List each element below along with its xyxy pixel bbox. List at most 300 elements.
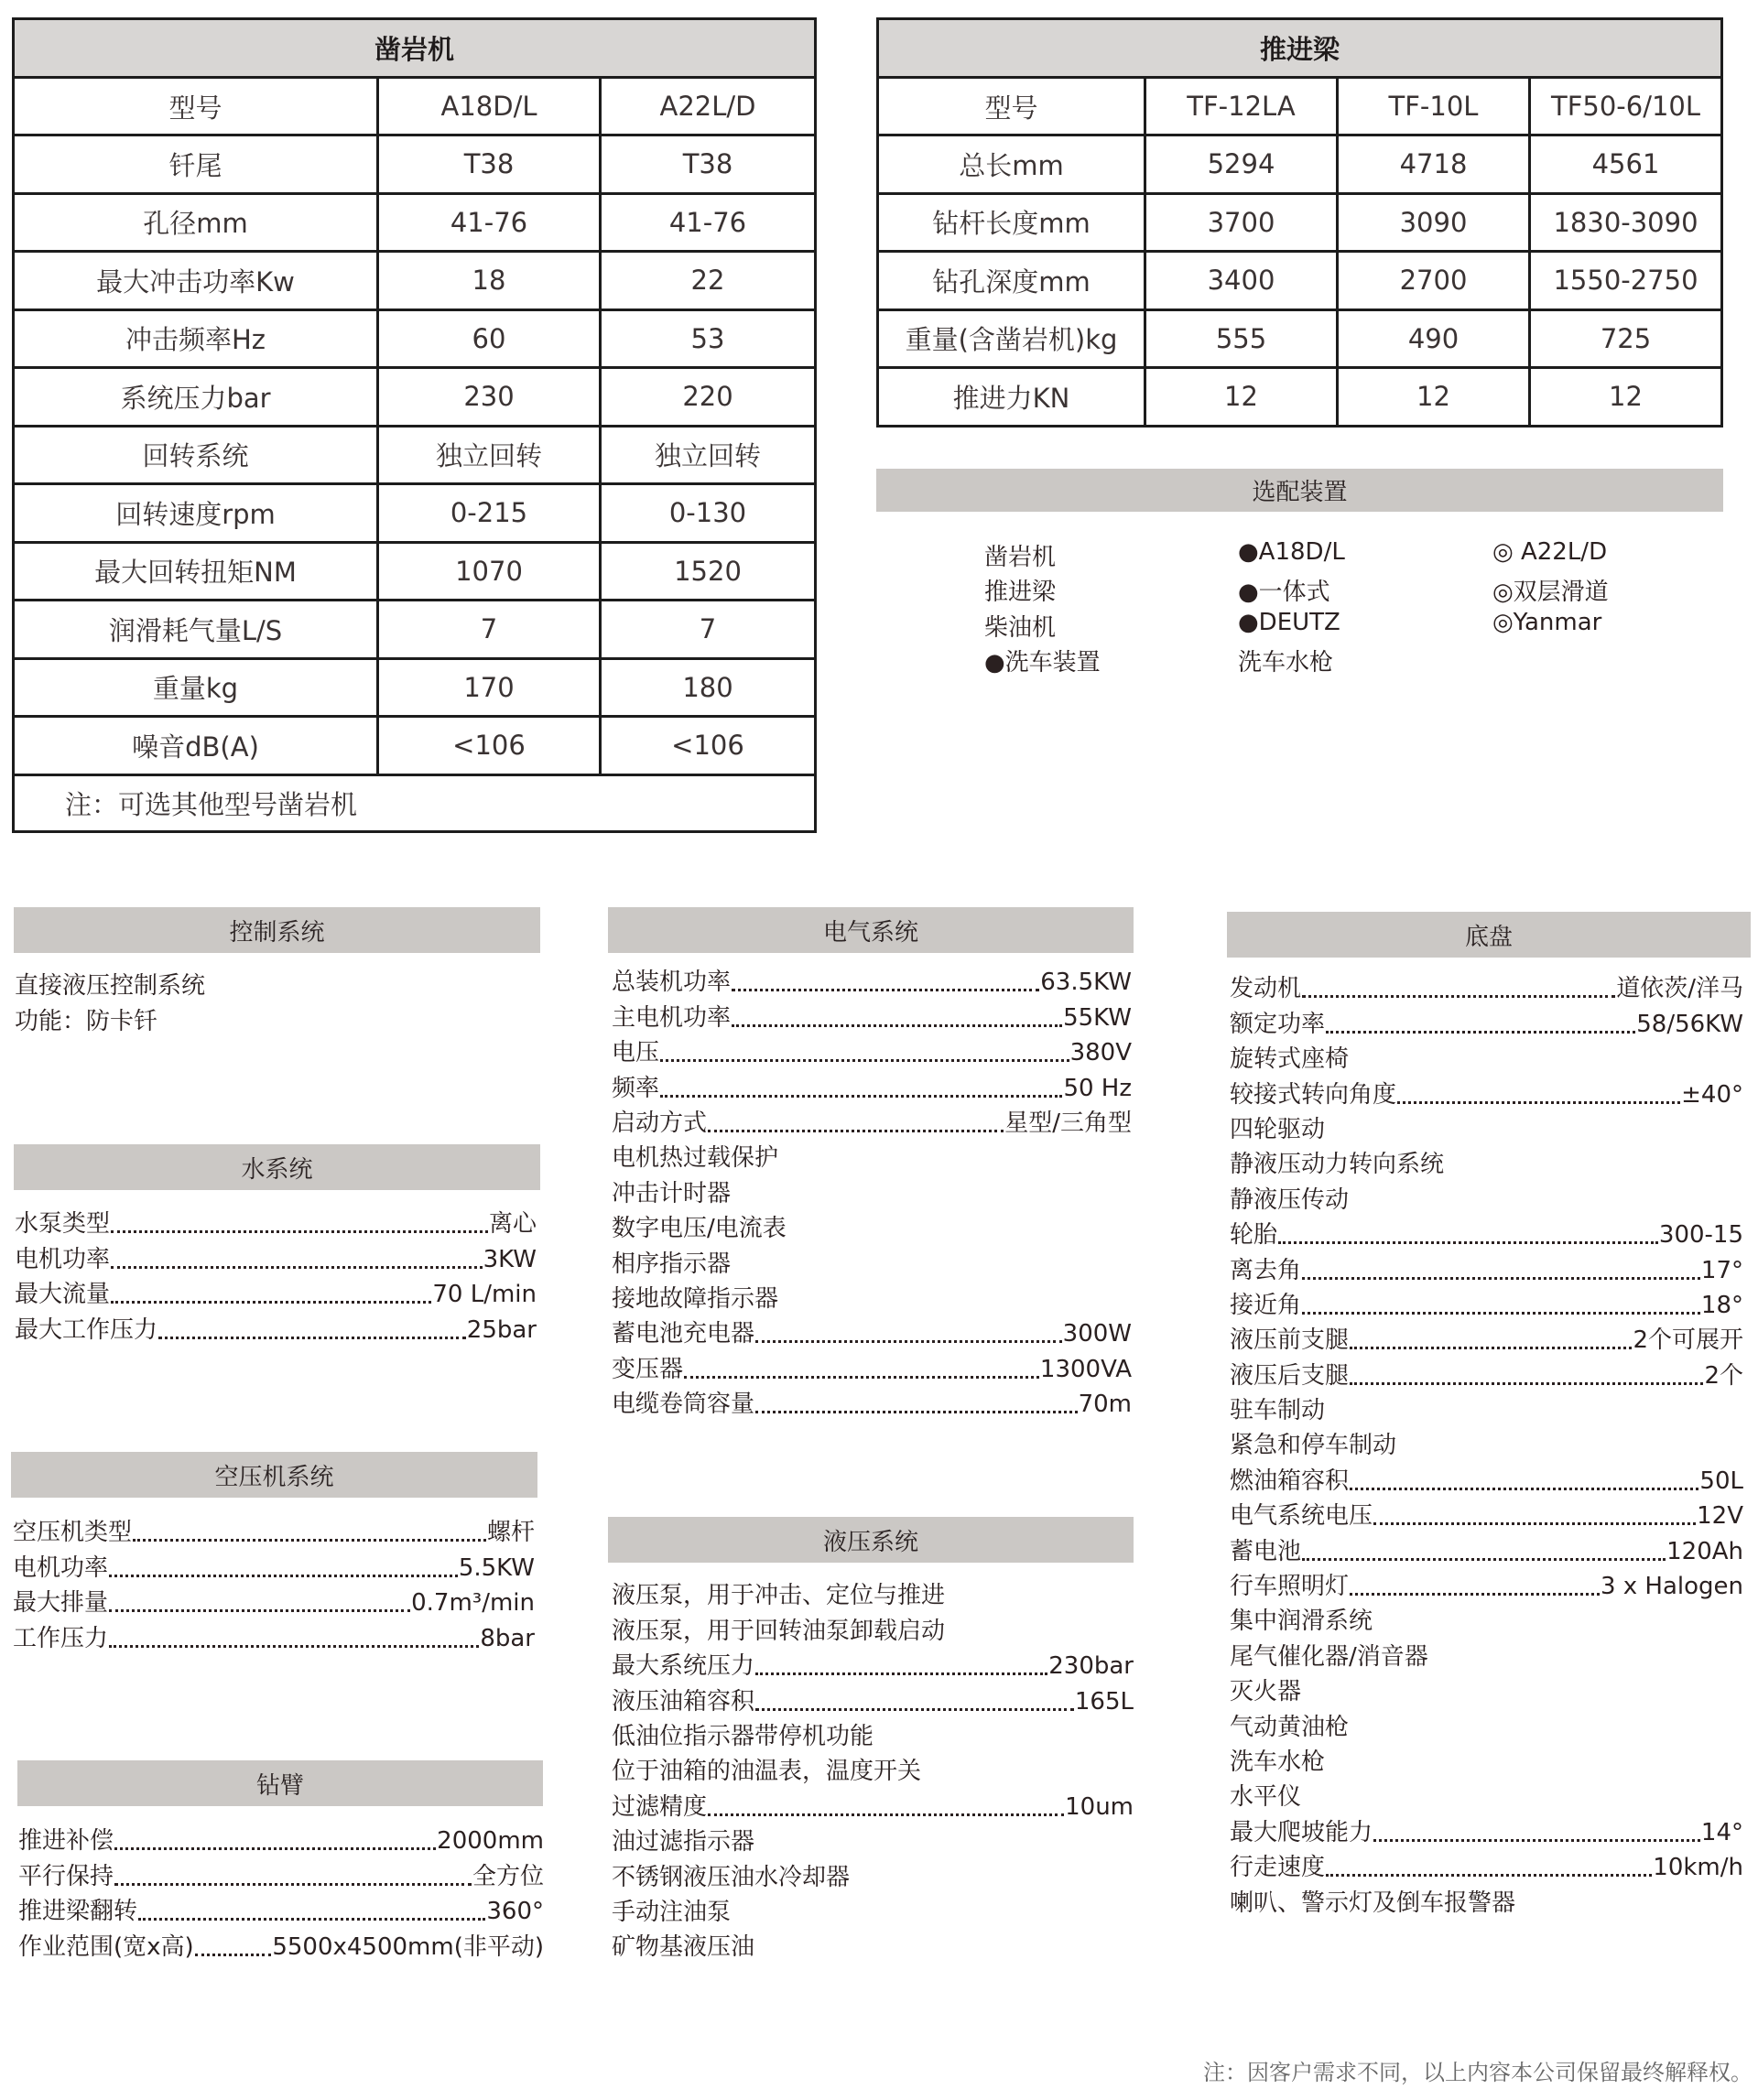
- control-title: 控制系统: [229, 918, 325, 947]
- cell-value: <106: [601, 717, 816, 775]
- spec-row: [612, 1280, 1132, 1315]
- cell-value: 3400: [1145, 252, 1338, 310]
- spec-label: 行车照明灯: [1230, 1573, 1350, 1601]
- spec-row: [612, 1717, 1134, 1752]
- dot-leader: [111, 1301, 431, 1304]
- spec-row: [612, 1349, 1132, 1384]
- dot-leader: [133, 1539, 486, 1542]
- rock-drill-table: [12, 17, 817, 833]
- spec-value: 0.7m³/min: [411, 1589, 535, 1618]
- spec-row: [612, 1893, 1134, 1928]
- spec-label: 变压器: [612, 1355, 684, 1383]
- spec-row: [1230, 1180, 1743, 1215]
- electrical-list: [612, 963, 1132, 1420]
- spec-row: [13, 1584, 535, 1618]
- spec-row: [1230, 1391, 1743, 1426]
- spec-row: [612, 1174, 1132, 1208]
- spec-row: [612, 1857, 1134, 1892]
- table-row: [878, 135, 1722, 194]
- spec-row: [15, 1001, 537, 1036]
- cell-value: 41-76: [601, 193, 816, 252]
- cell-value: 12: [1530, 368, 1722, 427]
- row-label: 最大回转扭矩NM: [14, 542, 378, 601]
- spec-row: [612, 1209, 1132, 1244]
- spec-label: 液压前支腿: [1230, 1326, 1350, 1355]
- spec-row: [612, 1034, 1132, 1068]
- cell-value: 12: [1338, 368, 1530, 427]
- boom-list: [18, 1822, 544, 1963]
- spec-value: 50 Hz: [1063, 1074, 1132, 1102]
- spec-value: 全方位: [472, 1862, 544, 1890]
- spec-label: 低油位指示器带停机功能: [612, 1722, 874, 1750]
- spec-row: [1230, 1813, 1743, 1847]
- dot-leader: [109, 1575, 458, 1577]
- table-row: [14, 193, 816, 252]
- hydraulic-title: 液压系统: [822, 1528, 918, 1556]
- row-label: 钻孔深度mm: [878, 252, 1145, 310]
- spec-row: [612, 1752, 1134, 1787]
- spec-label: 蓄电池充电器: [612, 1320, 755, 1348]
- spec-label: 油过滤指示器: [612, 1828, 755, 1856]
- cell-value: 4561: [1530, 135, 1722, 194]
- spec-row: [612, 1104, 1132, 1139]
- spec-row: [13, 1513, 535, 1548]
- spec-row: [18, 1892, 544, 1927]
- dot-leader: [660, 1059, 1069, 1062]
- spec-value: 5.5KW: [458, 1553, 535, 1582]
- spec-label: 行走速度: [1230, 1854, 1326, 1882]
- spec-row: [612, 1068, 1132, 1103]
- spec-label: 位于油箱的油温表，温度开关: [612, 1758, 922, 1786]
- spec-label: 功能：防卡钎: [15, 1007, 158, 1035]
- spec-row: [1230, 1848, 1743, 1883]
- cell-value: 3700: [1145, 193, 1338, 252]
- cell-value: 18: [378, 252, 601, 310]
- row-label: 润滑耗气量L/S: [14, 601, 378, 659]
- dot-leader: [755, 1340, 1062, 1343]
- spec-row: [1230, 1321, 1743, 1356]
- spec-row: [612, 1647, 1134, 1682]
- spec-row: [1230, 1250, 1743, 1285]
- spec-value: 70 L/min: [432, 1281, 537, 1309]
- row-label: 推进力KN: [878, 368, 1145, 427]
- spec-row: [15, 1205, 537, 1239]
- spec-label: 蓄电池: [1230, 1537, 1302, 1565]
- cell-value: 0-130: [601, 484, 816, 543]
- dot-leader: [1397, 1101, 1680, 1104]
- spec-value: 18°: [1700, 1291, 1743, 1319]
- spec-value: 360°: [486, 1898, 544, 1926]
- cell-value: 7: [601, 601, 816, 659]
- spec-label: 电机功率: [15, 1245, 111, 1273]
- spec-row: [612, 1787, 1134, 1822]
- table-row: [14, 309, 816, 368]
- spec-row: [1230, 1883, 1743, 1918]
- spec-label: 轮胎: [1230, 1221, 1278, 1250]
- spec-label: 启动方式: [612, 1109, 708, 1137]
- cell-value: 1550-2750: [1530, 252, 1722, 310]
- spec-label: 较接式转向角度: [1230, 1080, 1397, 1109]
- spec-value: 10km/h: [1653, 1854, 1743, 1882]
- spec-label: 最大爬坡能力: [1230, 1818, 1373, 1846]
- spec-row: [1230, 1040, 1743, 1075]
- spec-label: 不锈钢液压油水冷却器: [612, 1863, 851, 1891]
- spec-value: 星型/三角型: [1004, 1109, 1132, 1137]
- spec-row: [612, 1611, 1134, 1646]
- rock-drill-title: 凿岩机: [14, 19, 816, 78]
- row-label: 钎尾: [14, 135, 378, 194]
- water-title: 水系统: [241, 1155, 313, 1184]
- spec-label: 洗车水枪: [1230, 1748, 1326, 1776]
- spec-label: 最大排量: [13, 1589, 109, 1618]
- row-label: 系统压力bar: [14, 368, 378, 427]
- options-header: [876, 469, 1723, 512]
- dot-leader: [114, 1847, 436, 1850]
- spec-value: 300-15: [1658, 1221, 1743, 1250]
- spec-label: 工作压力: [13, 1624, 109, 1652]
- spec-label: 过滤精度: [612, 1792, 708, 1821]
- spec-row: [612, 1823, 1134, 1857]
- spec-label: 气动黄油枪: [1230, 1713, 1350, 1741]
- boom-title: 钻臂: [255, 1771, 304, 1800]
- cell-value: 230: [378, 368, 601, 427]
- spec-label: 最大流量: [15, 1281, 111, 1309]
- table-row: [14, 135, 816, 194]
- rock-drill-note: 注：可选其他型号凿岩机: [14, 774, 816, 831]
- spec-value: 5500x4500mm(非平动): [272, 1932, 544, 1961]
- options-title: 选配装置: [1252, 479, 1348, 506]
- cell-value: 2700: [1338, 252, 1530, 310]
- spec-label: 灭火器: [1230, 1678, 1302, 1706]
- cell-value: 180: [601, 658, 816, 717]
- spec-value: 58/56KW: [1636, 1010, 1743, 1038]
- dot-leader: [732, 989, 1039, 991]
- dot-leader: [1278, 1241, 1658, 1244]
- spec-row: [612, 1576, 1134, 1611]
- spec-label: 数字电压/电流表: [612, 1215, 787, 1243]
- option-item: ◎Yanmar: [1492, 608, 1602, 636]
- spec-value: 17°: [1700, 1256, 1743, 1284]
- spec-label: 尾气催化器/消音器: [1230, 1642, 1428, 1671]
- spec-label: 集中润滑系统: [1230, 1607, 1373, 1636]
- cell-value: 独立回转: [378, 426, 601, 484]
- table-row: [878, 368, 1722, 427]
- dot-leader: [755, 1672, 1047, 1675]
- cell-value: 1830-3090: [1530, 193, 1722, 252]
- table-row: [878, 309, 1722, 368]
- air-title: 空压机系统: [214, 1463, 334, 1491]
- spec-value: 8bar: [480, 1624, 535, 1652]
- spec-row: [18, 1822, 544, 1856]
- option-item: 凿岩机: [984, 544, 1057, 571]
- spec-row: [18, 1927, 544, 1962]
- dot-leader: [1350, 1382, 1703, 1385]
- cell-value: 独立回转: [601, 426, 816, 484]
- chassis-header: [1227, 912, 1751, 958]
- spec-label: 主电机功率: [612, 1003, 732, 1032]
- spec-row: [612, 1682, 1134, 1716]
- spec-label: 电机热过载保护: [612, 1144, 779, 1173]
- dot-leader: [1350, 1593, 1600, 1596]
- disclaimer-note: 注：因客户需求不同，以上内容本公司保留最终解释权。: [1203, 2060, 1753, 2085]
- spec-row: [612, 1315, 1132, 1349]
- spec-label: 液压泵，用于回转油泵卸载启动: [612, 1617, 946, 1645]
- spec-row: [612, 1928, 1134, 1963]
- dot-leader: [111, 1230, 488, 1233]
- row-label: 最大冲击功率Kw: [14, 252, 378, 310]
- spec-label: 电缆卷筒容量: [612, 1391, 755, 1419]
- header-cell: A18D/L: [378, 78, 601, 135]
- spec-value: 2个: [1704, 1361, 1743, 1390]
- spec-value: 离心: [488, 1210, 537, 1239]
- cell-value: 41-76: [378, 193, 601, 252]
- spec-value: 道依茨/洋马: [1616, 975, 1743, 1003]
- dot-leader: [1326, 1031, 1635, 1034]
- header-cell: TF-12LA: [1145, 78, 1338, 135]
- spec-row: [1230, 1602, 1743, 1637]
- spec-label: 驻车制动: [1230, 1397, 1326, 1425]
- spec-value: 3 x Halogen: [1600, 1573, 1743, 1601]
- spec-label: 喇叭、警示灯及倒车报警器: [1230, 1889, 1516, 1917]
- option-item: 洗车水枪: [1238, 649, 1334, 677]
- table-header-row: [878, 78, 1722, 135]
- spec-label: 静液压传动: [1230, 1185, 1350, 1214]
- cell-value: 12: [1145, 368, 1338, 427]
- spec-row: [1230, 1778, 1743, 1813]
- spec-label: 水平仪: [1230, 1783, 1302, 1812]
- spec-label: 相序指示器: [612, 1250, 732, 1278]
- spec-row: [612, 963, 1132, 998]
- row-label: 总长mm: [878, 135, 1145, 194]
- spec-row: [1230, 1110, 1743, 1145]
- spec-row: [1230, 1743, 1743, 1778]
- spec-label: 手动注油泵: [612, 1898, 732, 1926]
- cell-value: 4718: [1338, 135, 1530, 194]
- water-header: [14, 1144, 540, 1190]
- feed-beam-table: [876, 17, 1723, 428]
- table-row: [14, 542, 816, 601]
- spec-value: ±40°: [1681, 1080, 1743, 1109]
- spec-value: 120Ah: [1666, 1537, 1743, 1565]
- cell-value: 725: [1530, 309, 1722, 368]
- spec-row: [13, 1548, 535, 1583]
- spec-label: 直接液压控制系统: [15, 972, 206, 1001]
- dot-leader: [755, 1411, 1078, 1413]
- dot-leader: [660, 1095, 1062, 1098]
- cell-value: 170: [378, 658, 601, 717]
- spec-value: 165L: [1074, 1687, 1134, 1716]
- dot-leader: [111, 1266, 483, 1269]
- header-cell: TF50-6/10L: [1530, 78, 1722, 135]
- spec-label: 冲击计时器: [612, 1179, 732, 1207]
- dot-leader: [1302, 1558, 1666, 1561]
- spec-label: 矿物基液压油: [612, 1933, 755, 1962]
- table-row: [878, 252, 1722, 310]
- cell-value: 555: [1145, 309, 1338, 368]
- cell-value: 1070: [378, 542, 601, 601]
- air-list: [13, 1513, 535, 1654]
- option-item: ●洗车装置: [984, 649, 1101, 677]
- spec-row: [1230, 969, 1743, 1004]
- spec-row: [1230, 1286, 1743, 1321]
- header-cell: 型号: [14, 78, 378, 135]
- spec-label: 液压油箱容积: [612, 1687, 755, 1716]
- spec-label: 燃油箱容积: [1230, 1467, 1350, 1495]
- boom-header: [17, 1760, 543, 1806]
- header-cell: A22L/D: [601, 78, 816, 135]
- spec-label: 电压: [612, 1039, 660, 1067]
- dot-leader: [1350, 1488, 1698, 1490]
- dot-leader: [732, 1024, 1062, 1027]
- spec-row: [612, 998, 1132, 1033]
- hydraulic-list: [612, 1576, 1134, 1963]
- water-list: [15, 1205, 537, 1346]
- spec-label: 离去角: [1230, 1256, 1302, 1284]
- spec-label: 推进梁翻转: [18, 1898, 138, 1926]
- spec-value: 3KW: [483, 1245, 537, 1273]
- spec-row: [1230, 1567, 1743, 1602]
- spec-value: 63.5KW: [1040, 969, 1132, 997]
- row-label: 孔径mm: [14, 193, 378, 252]
- spec-value: 55KW: [1063, 1003, 1132, 1032]
- header-cell: TF-10L: [1338, 78, 1530, 135]
- spec-row: [1230, 1532, 1743, 1566]
- spec-value: 12V: [1697, 1502, 1743, 1531]
- option-item: ◎双层滑道: [1492, 579, 1609, 607]
- cell-value: 60: [378, 309, 601, 368]
- spec-row: [15, 1310, 537, 1345]
- chassis-list: [1230, 969, 1743, 1919]
- dot-leader: [138, 1918, 485, 1921]
- spec-row: [1230, 1145, 1743, 1180]
- dot-leader: [684, 1376, 1039, 1379]
- spec-value: 25bar: [466, 1315, 537, 1344]
- dot-leader: [708, 1813, 1064, 1816]
- spec-value: 14°: [1700, 1818, 1743, 1846]
- spec-value: 2000mm: [437, 1827, 544, 1856]
- spec-label: 总装机功率: [612, 969, 732, 997]
- spec-row: [15, 967, 537, 1001]
- table-row: [878, 193, 1722, 252]
- spec-label: 发动机: [1230, 975, 1302, 1003]
- spec-value: 50L: [1699, 1467, 1743, 1495]
- control-header: [14, 907, 540, 953]
- spec-row: [18, 1856, 544, 1891]
- option-item: ◎ A22L/D: [1492, 538, 1608, 566]
- spec-label: 空压机类型: [13, 1519, 133, 1547]
- dot-leader: [109, 1645, 479, 1648]
- row-label: 回转系统: [14, 426, 378, 484]
- dot-leader: [1350, 1347, 1632, 1349]
- dot-leader: [1373, 1522, 1696, 1525]
- spec-label: 接地故障指示器: [612, 1284, 779, 1313]
- spec-label: 旋转式座椅: [1230, 1045, 1350, 1074]
- cell-value: 0-215: [378, 484, 601, 543]
- electrical-title: 电气系统: [822, 918, 918, 947]
- hydraulic-header: [608, 1517, 1134, 1563]
- spec-row: [1230, 1216, 1743, 1250]
- dot-leader: [1373, 1839, 1700, 1842]
- option-item: ●DEUTZ: [1238, 608, 1340, 636]
- dot-leader: [109, 1609, 410, 1612]
- spec-row: [1230, 1461, 1743, 1496]
- cell-value: 7: [378, 601, 601, 659]
- spec-value: 1300VA: [1039, 1355, 1132, 1383]
- spec-label: 接近角: [1230, 1291, 1302, 1319]
- spec-value: 300W: [1062, 1320, 1132, 1348]
- table-row: [14, 717, 816, 775]
- table-header-row: [14, 78, 816, 135]
- spec-row: [1230, 1426, 1743, 1461]
- table-row: [14, 484, 816, 543]
- dot-leader: [1302, 1312, 1700, 1315]
- row-label: 重量kg: [14, 658, 378, 717]
- spec-label: 水泵类型: [15, 1210, 111, 1239]
- air-header: [11, 1452, 537, 1498]
- dot-leader: [114, 1883, 472, 1886]
- option-item: 推进梁: [984, 579, 1057, 607]
- control-list: [15, 967, 537, 1037]
- spec-row: [1230, 1075, 1743, 1110]
- electrical-header: [608, 907, 1134, 953]
- table-row: [14, 252, 816, 310]
- spec-label: 作业范围(宽x高): [18, 1932, 194, 1961]
- cell-value: 1520: [601, 542, 816, 601]
- cell-value: 3090: [1338, 193, 1530, 252]
- spec-row: [1230, 1707, 1743, 1742]
- cell-value: 22: [601, 252, 816, 310]
- spec-row: [15, 1239, 537, 1274]
- spec-label: 液压泵，用于冲击、定位与推进: [612, 1582, 946, 1610]
- spec-value: 380V: [1069, 1039, 1132, 1067]
- row-label: 重量(含凿岩机)kg: [878, 309, 1145, 368]
- spec-row: [1230, 1004, 1743, 1039]
- spec-label: 平行保持: [18, 1862, 114, 1890]
- spec-row: [612, 1139, 1132, 1174]
- spec-value: 2个可展开: [1633, 1326, 1743, 1355]
- dot-leader: [1302, 1277, 1700, 1280]
- feed-beam-title: 推进梁: [878, 19, 1722, 78]
- row-label: 回转速度rpm: [14, 484, 378, 543]
- spec-label: 电机功率: [13, 1553, 109, 1582]
- spec-value: 230bar: [1048, 1652, 1134, 1681]
- table-row: [14, 601, 816, 659]
- row-label: 钻杆长度mm: [878, 193, 1145, 252]
- dot-leader: [195, 1954, 272, 1956]
- spec-label: 最大工作压力: [15, 1315, 158, 1344]
- dot-leader: [1302, 995, 1615, 998]
- spec-label: 液压后支腿: [1230, 1361, 1350, 1390]
- spec-row: [612, 1385, 1132, 1420]
- dot-leader: [708, 1130, 1004, 1132]
- cell-value: T38: [378, 135, 601, 194]
- spec-value: 10um: [1065, 1792, 1134, 1821]
- dot-leader: [1326, 1874, 1652, 1877]
- dot-leader: [755, 1708, 1074, 1711]
- dot-leader: [158, 1337, 466, 1339]
- spec-row: [1230, 1356, 1743, 1391]
- cell-value: <106: [378, 717, 601, 775]
- cell-value: 53: [601, 309, 816, 368]
- spec-row: [612, 1244, 1132, 1279]
- spec-label: 推进补偿: [18, 1827, 114, 1856]
- spec-label: 电气系统电压: [1230, 1502, 1373, 1531]
- header-cell: 型号: [878, 78, 1145, 135]
- spec-value: 70m: [1078, 1391, 1132, 1419]
- spec-label: 最大系统压力: [612, 1652, 755, 1681]
- spec-label: 额定功率: [1230, 1010, 1326, 1038]
- cell-value: 490: [1338, 309, 1530, 368]
